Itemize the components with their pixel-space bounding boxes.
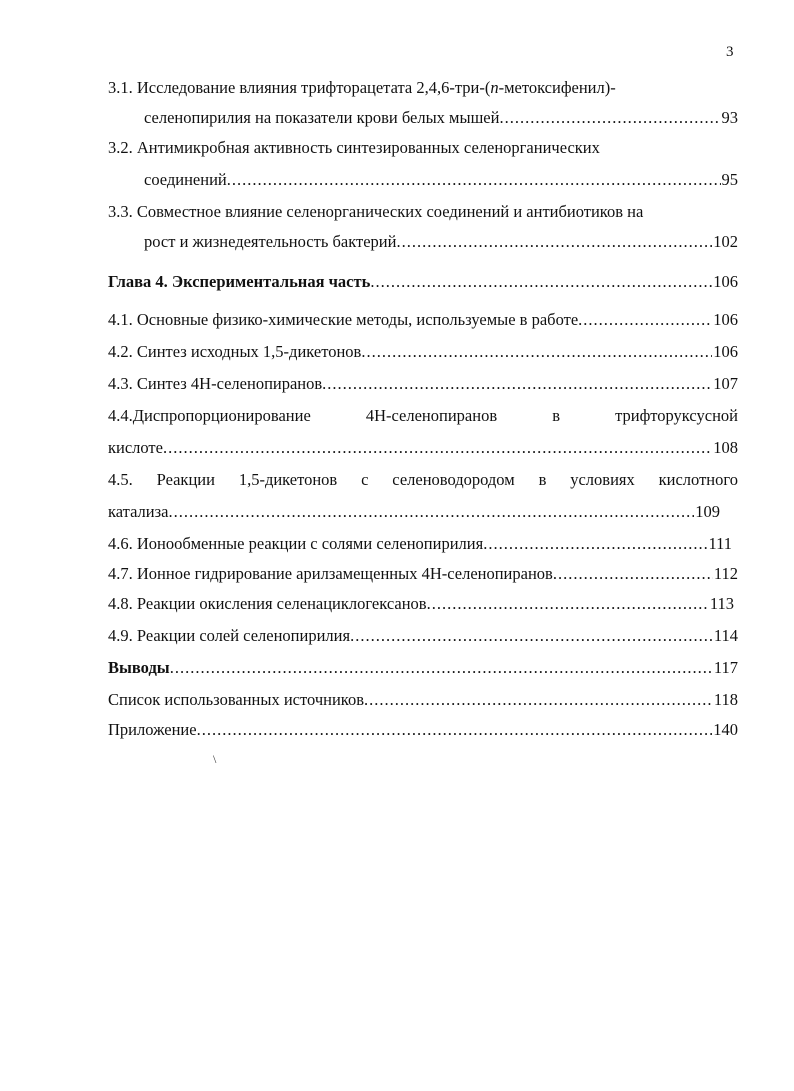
toc-references[interactable]: [108, 688, 738, 712]
scan-speck: \: [213, 752, 217, 766]
toc-page-number: 93: [721, 108, 738, 127]
toc-word: 4Н-селенопиранов: [365, 406, 498, 425]
toc-entry-3-1[interactable]: [144, 106, 738, 130]
toc-word: условиях: [570, 470, 635, 489]
toc-page-number: 107: [713, 374, 738, 393]
toc-entry-label: Список использованных источников: [108, 690, 364, 709]
toc-entry-label: рост и жизнедеятельность бактерий: [144, 232, 397, 251]
toc-entry-4-6[interactable]: [108, 532, 732, 556]
toc-entry-label: Приложение: [108, 720, 197, 739]
toc-entry-4-7[interactable]: [108, 562, 738, 586]
toc-entry-label: 4.9. Реакции солей селенопирилия: [108, 626, 351, 645]
toc-word: 4.4.Диспропорционирование: [108, 406, 311, 425]
toc-entry-3-1-line1: [108, 76, 738, 100]
toc-page-number: 140: [713, 720, 738, 739]
page-number: 3: [726, 44, 734, 60]
leader-dots: [168, 500, 694, 524]
toc-entry-label: 4.8. Реакции окисления селенациклогексанов: [108, 594, 427, 613]
leader-dots: [427, 592, 709, 616]
toc-entry-label: соединений: [144, 170, 227, 189]
toc-entry-3-3-line1: [108, 200, 738, 224]
toc-entry-4-3[interactable]: [108, 372, 738, 396]
leader-dots: [322, 372, 712, 396]
toc-page-number: 106: [713, 310, 738, 329]
toc-entry-4-2[interactable]: [108, 340, 738, 364]
toc-conclusions[interactable]: [108, 656, 738, 680]
leader-dots: [170, 656, 713, 680]
toc-word: с: [361, 470, 369, 489]
toc-entry-label: 3.2. Антимикробная активность синтезированных селенорганических: [108, 138, 600, 157]
leader-dots: [163, 436, 712, 460]
toc-page-number: 111: [708, 534, 732, 553]
leader-dots: [197, 718, 713, 742]
toc-entry-3-1-title-a: 3.1. Исследование влияния трифторацетата 2,4,6-три-(: [108, 78, 491, 97]
leader-dots: [350, 624, 713, 648]
toc-page-number: 118: [713, 690, 738, 709]
toc-page-number: 114: [713, 626, 738, 645]
leader-dots: [396, 230, 712, 254]
toc-page-number: 117: [713, 658, 738, 677]
leader-dots: [553, 562, 713, 586]
toc-appendix[interactable]: [108, 718, 738, 742]
toc-entry-4-1[interactable]: [108, 308, 738, 332]
toc-entry-4-9[interactable]: [108, 624, 738, 648]
toc-entry-3-3[interactable]: [144, 230, 738, 254]
toc-page-number: 106: [713, 272, 738, 291]
leader-dots: [578, 308, 712, 332]
toc-entry-4-8[interactable]: [108, 592, 734, 616]
toc-entry-4-4[interactable]: [108, 436, 738, 460]
leader-dots: [227, 168, 721, 192]
toc-chapter-label: Глава 4. Экспериментальная часть: [108, 272, 371, 291]
toc-page-number: 108: [713, 438, 738, 457]
toc-entry-3-2[interactable]: [144, 168, 738, 192]
leader-dots: [483, 532, 707, 556]
toc-word: в: [538, 470, 547, 489]
toc-entry-label: 3.3. Совместное влияние селенорганических соединений и антибиотиков на: [108, 202, 644, 221]
leader-dots: [364, 688, 713, 712]
toc-entry-label: кислоте: [108, 438, 163, 457]
toc-entry-label: селенопирилия на показатели крови белых мышей: [144, 108, 500, 127]
toc-entry-3-2-line1: [108, 136, 738, 160]
toc-entry-4-5-line1: [108, 468, 738, 492]
toc-entry-4-4-line1: [108, 404, 738, 428]
toc-entry-4-5[interactable]: [108, 500, 720, 524]
toc-word: 1,5-дикетонов: [238, 470, 338, 489]
leader-dots: [370, 270, 712, 294]
toc-word: селеноводородом: [392, 470, 515, 489]
toc-page-number: 106: [713, 342, 738, 361]
leader-dots: [361, 340, 712, 364]
toc-word: Реакции: [156, 470, 215, 489]
toc-word: 4.5.: [108, 470, 133, 489]
toc-page-number: 109: [695, 502, 720, 521]
toc-entry-label: 4.2. Синтез исходных 1,5-дикетонов: [108, 342, 362, 361]
toc-entry-3-1-title-b: -метоксифенил)-: [498, 78, 616, 97]
toc-entry-3-1-title-italic: n: [490, 78, 499, 97]
toc-entry-label: Выводы: [108, 658, 170, 677]
toc-entry-label: 4.6. Ионообменные реакции с солями селенопирилия: [108, 534, 484, 553]
toc-word: в: [552, 406, 560, 425]
toc-page-number: 102: [713, 232, 738, 251]
toc-word: трифторуксусной: [615, 406, 738, 425]
toc-entry-label: 4.3. Синтез 4Н-селенопиранов: [108, 374, 323, 393]
toc-word: кислотного: [658, 470, 738, 489]
toc-entry-label: 4.7. Ионное гидрирование арилзамещенных 4Н-селенопиранов: [108, 564, 553, 583]
toc-page-number: 113: [709, 594, 734, 613]
toc-page-number: 95: [721, 170, 738, 189]
leader-dots: [499, 106, 720, 130]
toc-entry-label: катализа: [108, 502, 169, 521]
toc-chapter-4[interactable]: [108, 270, 738, 294]
toc-entry-label: 4.1. Основные физико-химические методы, используемые в работе: [108, 310, 579, 329]
toc-page-number: 112: [713, 564, 738, 583]
